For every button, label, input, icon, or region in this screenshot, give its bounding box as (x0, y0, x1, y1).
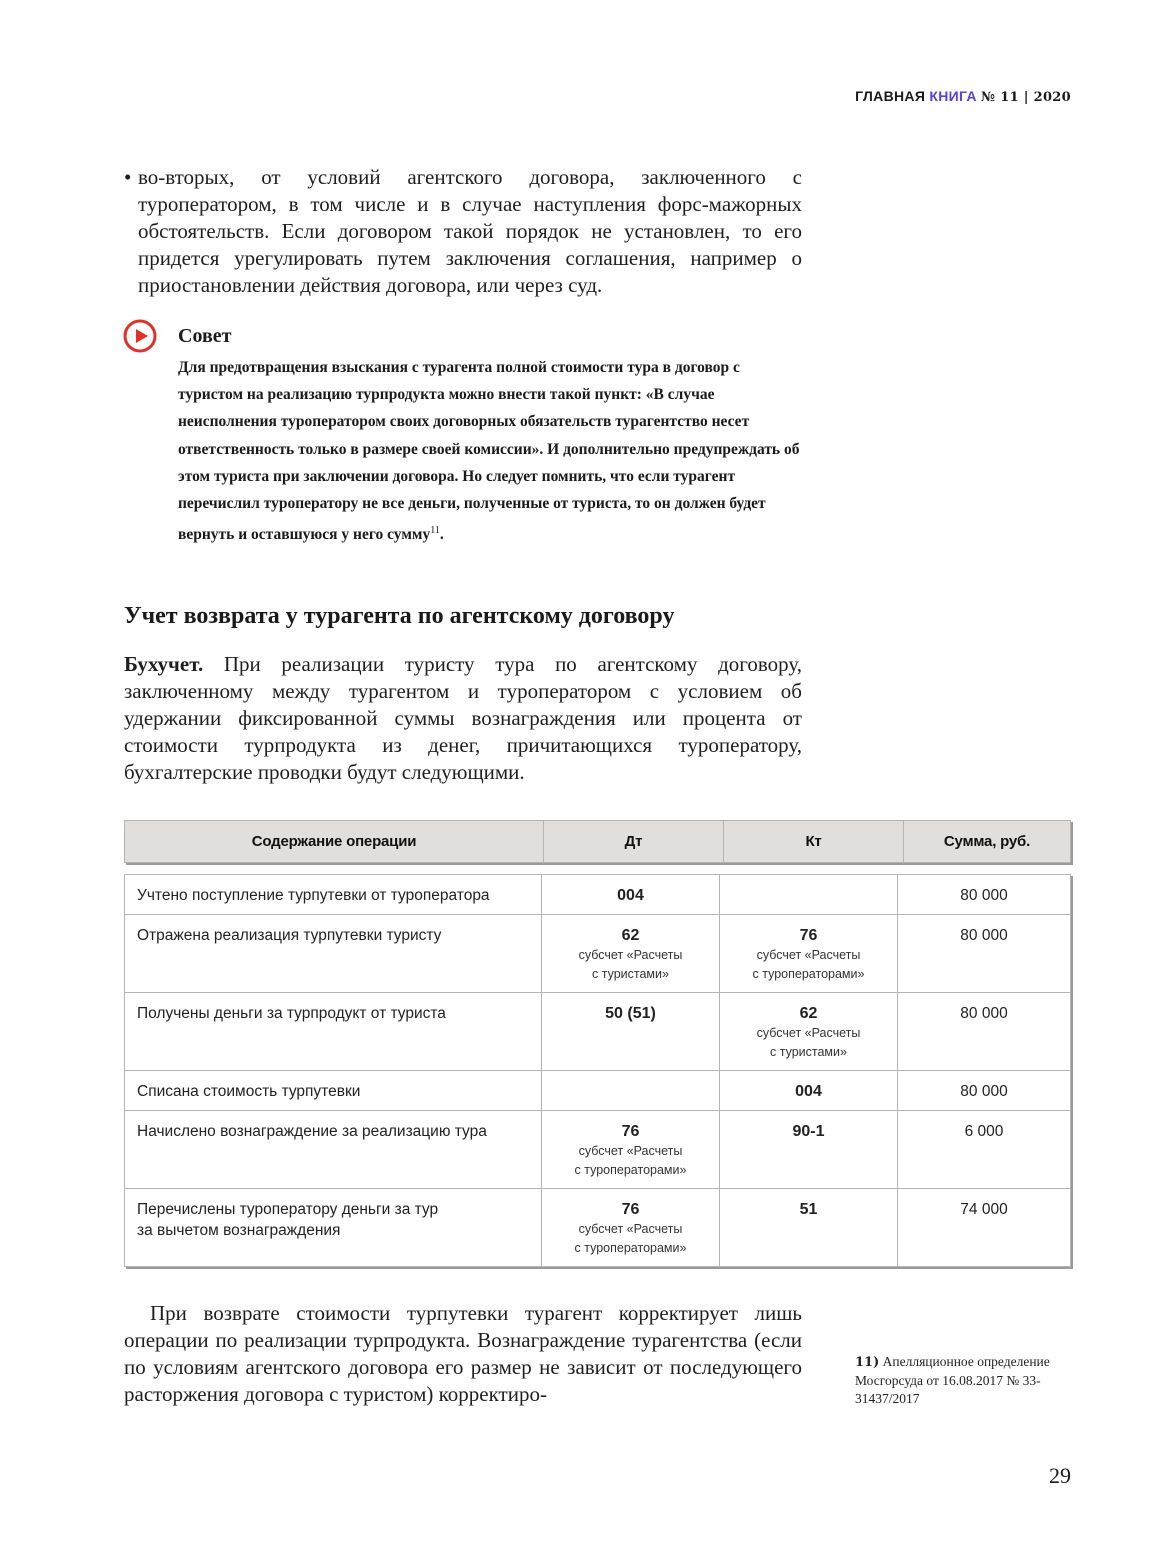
table-row (125, 1111, 1071, 1189)
cell-operation: Начислено вознаграждение за реализацию тура (125, 1111, 542, 1189)
table-row (125, 915, 1071, 993)
closing-paragraph: При возврате стоимости турпутевки турагент корректирует лишь операции по реализации турпродукта. Вознаграждение турагентства (если по условиям агентского договора его размер не зависит от последующего расторжения договора с туристом) корректиро- (124, 1301, 802, 1406)
intro-paragraph (124, 651, 802, 786)
bullet-text: во-вторых, от условий агентского договора, заключенного с туроператором, в том числе и в случае наступления форс-мажорных обстоятельств. Если договором такой порядок не установлен, то его придется урегулировать путем заключения соглашения, например о приостановлении действия договора, или через суд. (138, 165, 802, 297)
cell-amount: 80 000 (898, 1071, 1071, 1111)
operation-line: Перечислены туроператору деньги за тур (137, 1201, 439, 1218)
cell-credit (720, 1071, 898, 1111)
brand-name-part2: КНИГА (929, 88, 977, 104)
play-circle-icon (123, 319, 157, 353)
credit-account: 004 (795, 1083, 822, 1100)
cell-debit (542, 875, 720, 915)
debit-account: 62 (621, 927, 640, 944)
debit-subaccount: с туроператорами» (574, 1241, 687, 1255)
footnote-ref[interactable]: 11 (430, 525, 440, 537)
table-row (125, 1189, 1071, 1267)
cell-debit (542, 1071, 720, 1111)
debit-subaccount: субсчет «Расчеты (578, 1222, 683, 1236)
cell-credit (720, 1189, 898, 1267)
cell-amount: 6 000 (898, 1111, 1071, 1189)
credit-account: 51 (799, 1201, 818, 1218)
credit-account: 90-1 (792, 1123, 825, 1140)
section-heading: Учет возврата у турагента по агентскому договору (124, 603, 675, 629)
cell-operation: Отражена реализация турпутевки туристу (125, 915, 542, 993)
brand-name-part1: ГЛАВНАЯ (855, 88, 926, 104)
cell-operation: Учтено поступление турпутевки от туроператора (125, 875, 542, 915)
table-row (125, 993, 1071, 1071)
cell-operation (125, 1189, 542, 1267)
footnote-text: Апелляционное определение Мосгорсуда от 16.08.2017 № 33-31437/2017 (855, 1354, 1050, 1406)
table-row (125, 875, 1071, 915)
cell-debit (542, 993, 720, 1071)
cell-amount: 80 000 (898, 993, 1071, 1071)
table-row (125, 1071, 1071, 1111)
column-header-debit: Дт (544, 821, 724, 863)
footnote-number: 11) (855, 1355, 880, 1370)
credit-account: 62 (799, 1005, 818, 1022)
credit-subaccount: субсчет «Расчеты (756, 948, 861, 962)
column-header-operation: Содержание операции (125, 821, 544, 863)
cell-credit (720, 915, 898, 993)
page-number: 29 (1049, 1463, 1071, 1488)
debit-subaccount: субсчет «Расчеты (578, 1144, 683, 1158)
cell-amount: 80 000 (898, 915, 1071, 993)
cell-amount: 74 000 (898, 1189, 1071, 1267)
credit-account: 76 (799, 927, 818, 944)
tip-end: . (439, 526, 444, 544)
debit-account: 004 (617, 887, 644, 904)
tip-title: Совет (178, 325, 232, 347)
intro-lead: Бухучет. (124, 652, 204, 676)
cell-debit (542, 1111, 720, 1189)
footnote (855, 1353, 1085, 1408)
cell-credit (720, 1111, 898, 1189)
ledger-table (124, 874, 1071, 1267)
debit-subaccount: с туроператорами» (574, 1163, 687, 1177)
cell-debit (542, 915, 720, 993)
debit-account: 76 (621, 1123, 640, 1140)
cell-amount: 80 000 (898, 875, 1071, 915)
tip-body-text: Для предотвращения взыскания с турагента полной стоимости тура в договор с туристом на реализацию турпродукта можно внести такой пункт: «В случае неисполнения туроператором своих договорных обязательств турагентство несет ответственность только в размере своей комиссии». И дополнительно предупреждать об этом туриста при заключении договора. Но следует помнить, что если турагент перечислил туроператору не все деньги, полученные от туриста, то он должен будет вернуть и оставшуюся у него сумму (178, 359, 800, 544)
bullet-icon: • (124, 165, 132, 189)
intro-text: При реализации туристу тура по агентскому договору, заключенному между турагентом и туроператором с условием об удержании фиксированной суммы вознаграждения или процента от стоимости турпродукта из денег, причитающихся туроператору, бухгалтерские проводки будут следующими. (124, 652, 803, 784)
page-header (855, 88, 1071, 105)
column-header-credit: Кт (724, 821, 904, 863)
cell-operation: Получены деньги за турпродукт от туриста (125, 993, 542, 1071)
operation-line: за вычетом вознаграждения (137, 1222, 341, 1239)
debit-account: 76 (621, 1201, 640, 1218)
credit-subaccount: с туристами» (770, 1045, 847, 1059)
column-header-amount: Сумма, руб. (904, 821, 1071, 863)
cell-debit (542, 1189, 720, 1267)
credit-subaccount: субсчет «Расчеты (756, 1026, 861, 1040)
debit-account: 50 (51) (605, 1005, 656, 1022)
tip-text (178, 354, 808, 549)
ledger-table-header (124, 820, 1071, 863)
bullet-paragraph (124, 164, 802, 299)
debit-subaccount: субсчет «Расчеты (578, 948, 683, 962)
cell-credit (720, 993, 898, 1071)
debit-subaccount: с туристами» (592, 967, 669, 981)
cell-operation: Списана стоимость турпутевки (125, 1071, 542, 1111)
credit-subaccount: с туроператорами» (752, 967, 865, 981)
cell-credit (720, 875, 898, 915)
issue-number: № 11 | 2020 (980, 90, 1071, 105)
